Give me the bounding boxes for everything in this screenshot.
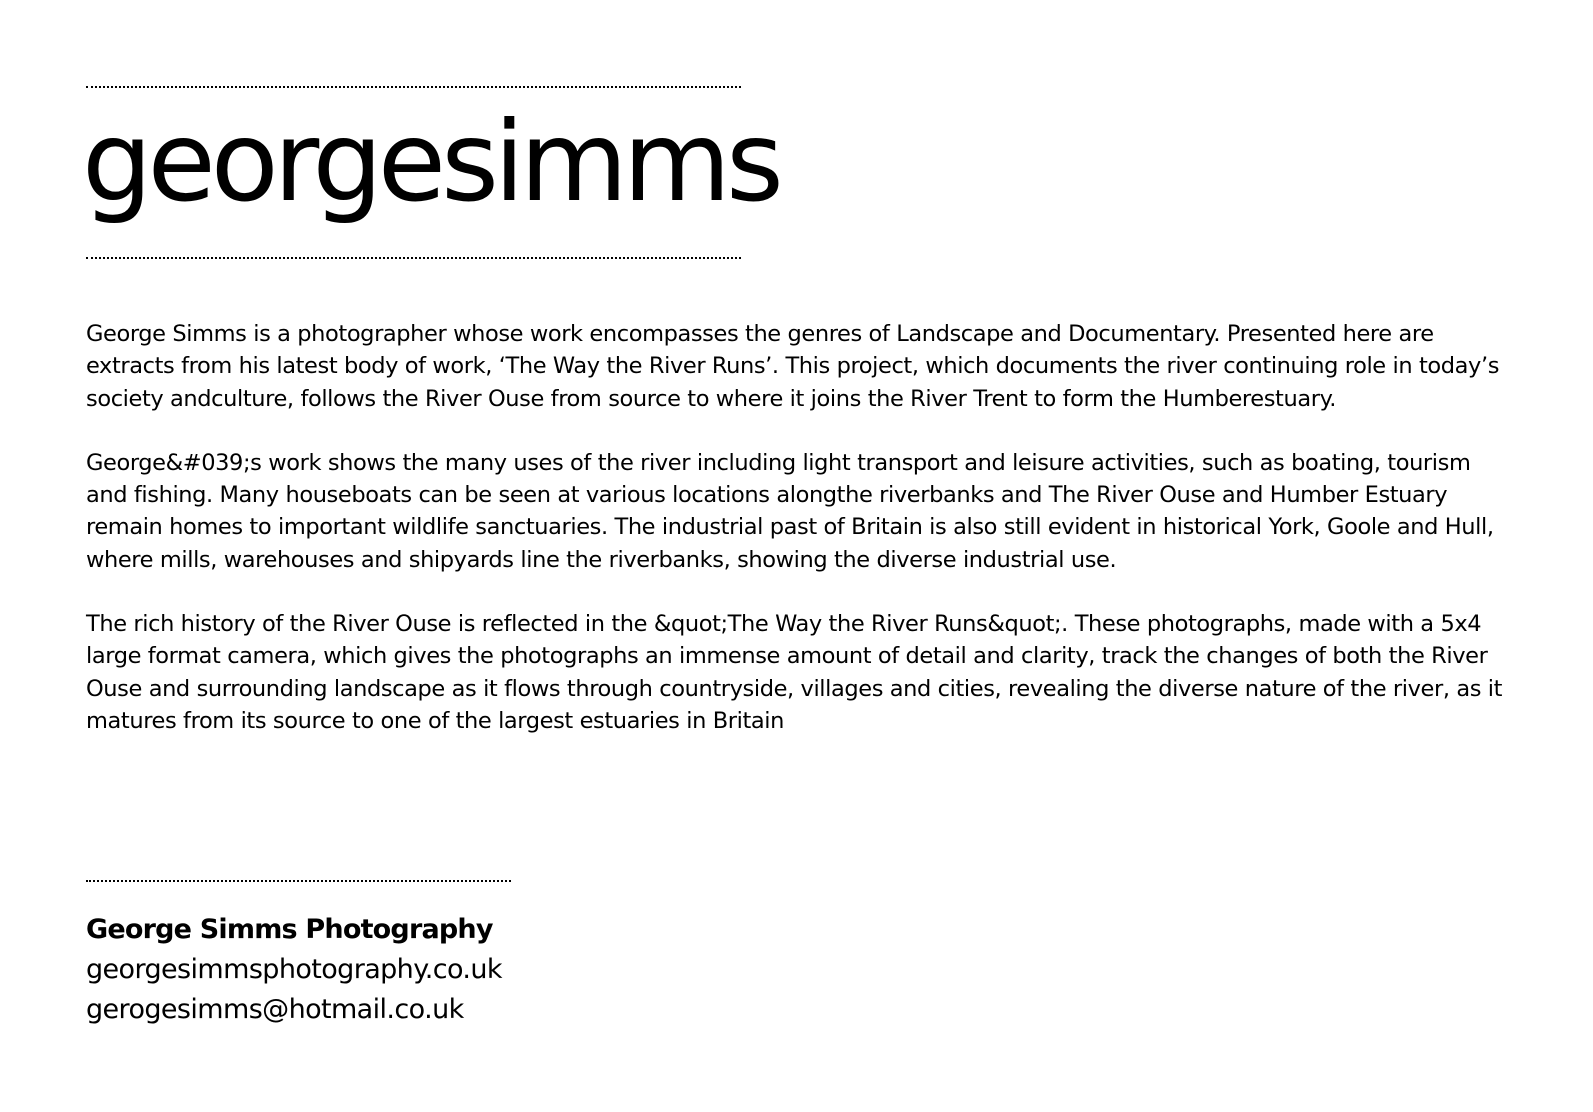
dotted-rule-top (86, 86, 741, 88)
bio-paragraph-3: The rich history of the River Ouse is reflected in the &quot;The Way the River Runs&quot;. These photographs, made with a 5x4 large format camera, which gives the photographs an immense amount of detail and clarity, track the changes of both the River Ouse and surrounding landscape as it flows through countryside, villages and cities, revealing the diverse nature of the river, as it matures from its source to one of the largest estuaries in Britain (86, 611, 1503, 734)
bio-paragraph-2: George&#039;s work shows the many uses of the river including light transport and leisure activities, such as boating, tourism and fishing. Many houseboats can be seen at various locations alongthe riverbanks and The River Ouse and Humber Estuary remain homes to important wildlife sanctuaries. The industrial past of Britain is also still evident in historical York, Goole and Hull, where mills, warehouses and shipyards line the riverbanks, showing the diverse industrial use. (86, 449, 1494, 573)
dotted-rule-under-title (86, 257, 741, 259)
bio-paragraph-1: George Simms is a photographer whose work encompasses the genres of Landscape and Documentary. Presented here are extracts from his latest body of work, ‘The Way the River Runs’. This project, which documents the river continuing role in today’s society andculture, follows the River Ouse from source to where it joins the River Trent to form the Humberestuary. (86, 321, 1500, 412)
page-title: georgesimms (82, 98, 779, 227)
biography (86, 318, 1516, 769)
dotted-rule-footer (86, 880, 511, 882)
studio-name: George Simms Photography (86, 914, 493, 945)
contact-block (86, 910, 502, 1030)
email-link[interactable]: gerogesimms@hotmail.co.uk (86, 994, 464, 1025)
website-link[interactable]: georgesimmsphotography.co.uk (86, 954, 502, 985)
